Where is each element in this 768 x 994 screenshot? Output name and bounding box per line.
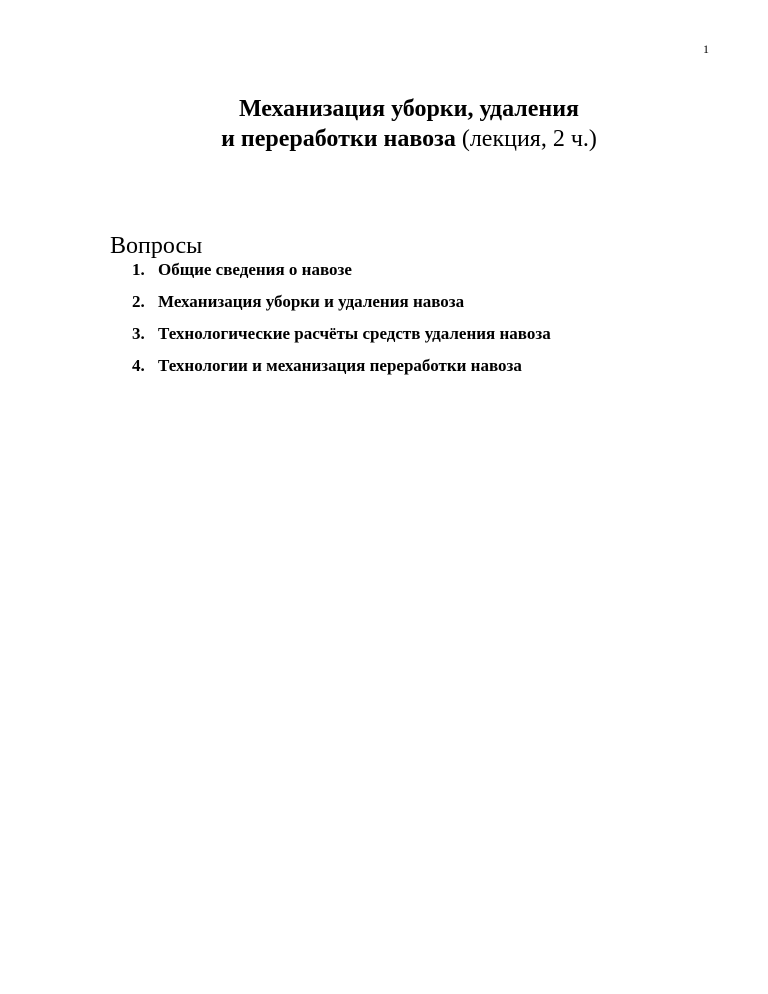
list-item-number: 2. xyxy=(132,292,145,311)
list-item-number: 3. xyxy=(132,324,145,343)
questions-heading: Вопросы xyxy=(110,233,203,259)
list-item xyxy=(132,292,551,324)
list-item-number: 4. xyxy=(132,356,145,375)
list-item-text: Механизация уборки и удаления навоза xyxy=(158,292,465,311)
title-lecture-note: (лекция, 2 ч.) xyxy=(455,126,597,152)
title-line-2-bold: и переработки навоза xyxy=(221,126,456,152)
title-line-1: Механизация уборки, удаления xyxy=(238,96,580,122)
title-line-2 xyxy=(0,124,768,154)
list-item-text: Общие сведения о навозе xyxy=(158,260,352,279)
list-item xyxy=(132,260,551,292)
list-item-text: Технологические расчёты средств удаления навоза xyxy=(158,324,551,343)
document-title xyxy=(0,94,768,154)
list-item xyxy=(132,324,551,356)
list-item-number: 1. xyxy=(132,260,145,279)
list-item xyxy=(132,356,551,388)
page-number: 1 xyxy=(703,42,709,56)
questions-list xyxy=(132,260,551,388)
list-item-text: Технологии и механизация переработки навоза xyxy=(158,356,522,375)
